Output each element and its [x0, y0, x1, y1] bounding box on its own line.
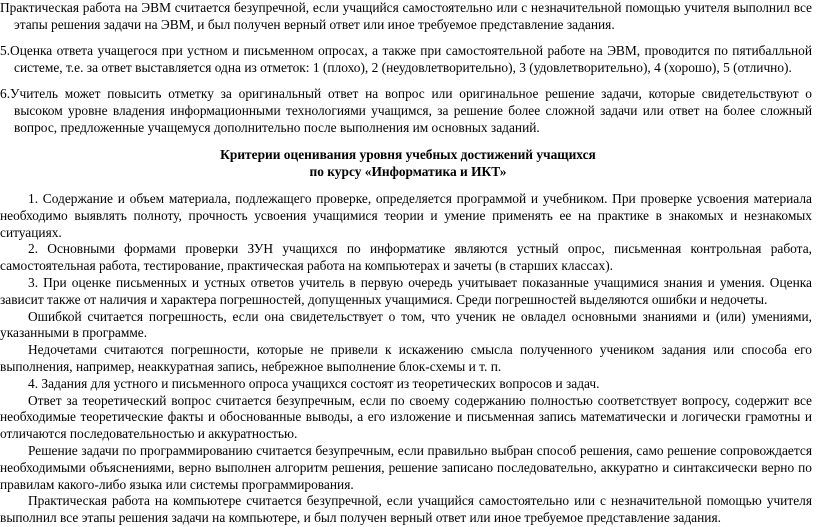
criteria-paragraph: Решение задачи по программированию считается безупречным, если правильно выбран способ решения, само решение сопровождается необходимыми объяснениями, верно выполнен алгоритм решения, решение записано последовательно, аккуратно и синтаксически верно по правилам какого-либо языка или системы программирования. [0, 442, 812, 492]
section-title-line2: по курсу «Информатика и ИКТ» [309, 163, 507, 179]
criteria-paragraph: Ответ за теоретический вопрос считается безупречным, если по своему содержанию полностью соответствует вопросу, содержит все необходимые теоретические факты и обоснованные выводы, а его изложение и письменная запись математически и логически грамотны и отличаются последовательностью и аккуратностью. [0, 392, 812, 442]
criteria-paragraph: 3. При оценке письменных и устных ответов учитель в первую очередь учитывает показанные учащимися знания и умения. Оценка зависит также от наличия и характера погрешностей, допущенных учащимися. Среди погрешностей выделяются ошибки и недочеты. [0, 274, 812, 307]
intro-paragraph-practical [0, 0, 812, 34]
intro-paragraph-5 [0, 43, 812, 77]
intro-p6-text: 6.Учитель может повысить отметку за оригинальный ответ на вопрос или оригинальное решение задачи, которые свидетельствуют о высоком уровне владения информационными технологиями учащимся, за решение более сложной задачи или ответ на более сложный вопрос, предложенные учащемуся дополнительно после выполнения им основных заданий. [0, 86, 812, 135]
criteria-body [0, 191, 812, 527]
intro-p1-text: Практическая работа на ЭВМ считается безупречной, если учащийся самостоятельно или с незначительной помощью учителя выполнил все этапы решения задачи на ЭВМ, и был получен верный ответ или иное требуемое представление задания. [0, 0, 812, 32]
criteria-paragraph: 2. Основными формами проверки ЗУН учащихся по информатике являются устный опрос, письменная контрольная работа, самостоятельная работа, тестирование, практическая работа на компьютерах и зачеты (в старших классах). [0, 241, 812, 274]
criteria-paragraph: 1. Содержание и объем материала, подлежащего проверке, определяется программой и учебником. При проверке усвоения материала необходимо выявлять полноту, прочность усвоения учащимися теории и умение применять ее на практике в знакомых и незнакомых ситуациях. [0, 191, 812, 240]
section-title [0, 147, 816, 181]
criteria-paragraph: Практическая работа на компьютере считается безупречной, если учащийся самостоятельно или с незначительной помощью учителя выполнил все этапы решения задачи на компьютере, и был получен верный ответ или иное требуемое представление задания. [0, 493, 812, 526]
criteria-paragraph: Недочетами считаются погрешности, которые не привели к искажению смысла полученного учеником задания или способа его выполнения, например, неаккуратная запись, небрежное выполнение блок-схемы и т. п. [0, 342, 812, 374]
intro-p5-text: 5.Оценка ответа учащегося при устном и письменном опросах, а также при самостоятельной работе на ЭВМ, проводится по пятибалльной системе, т.е. за ответ выставляется одна из отметок: 1 (плохо), 2 (неудовлетворительно), 3 (удовлетворительно), 4 (хорошо), 5 (отлично). [0, 43, 812, 75]
section-title-line1: Критерии оценивания уровня учебных достижений учащихся [220, 147, 596, 162]
intro-paragraph-6 [0, 86, 812, 136]
criteria-paragraph: 4. Задания для устного и письменного опроса учащихся состоят из теоретических вопросов и задач. [28, 375, 600, 391]
criteria-paragraph: Ошибкой считается погрешность, если она свидетельствует о том, что ученик не овладел основными знаниями и (или) умениями, указанными в программе. [0, 308, 812, 341]
